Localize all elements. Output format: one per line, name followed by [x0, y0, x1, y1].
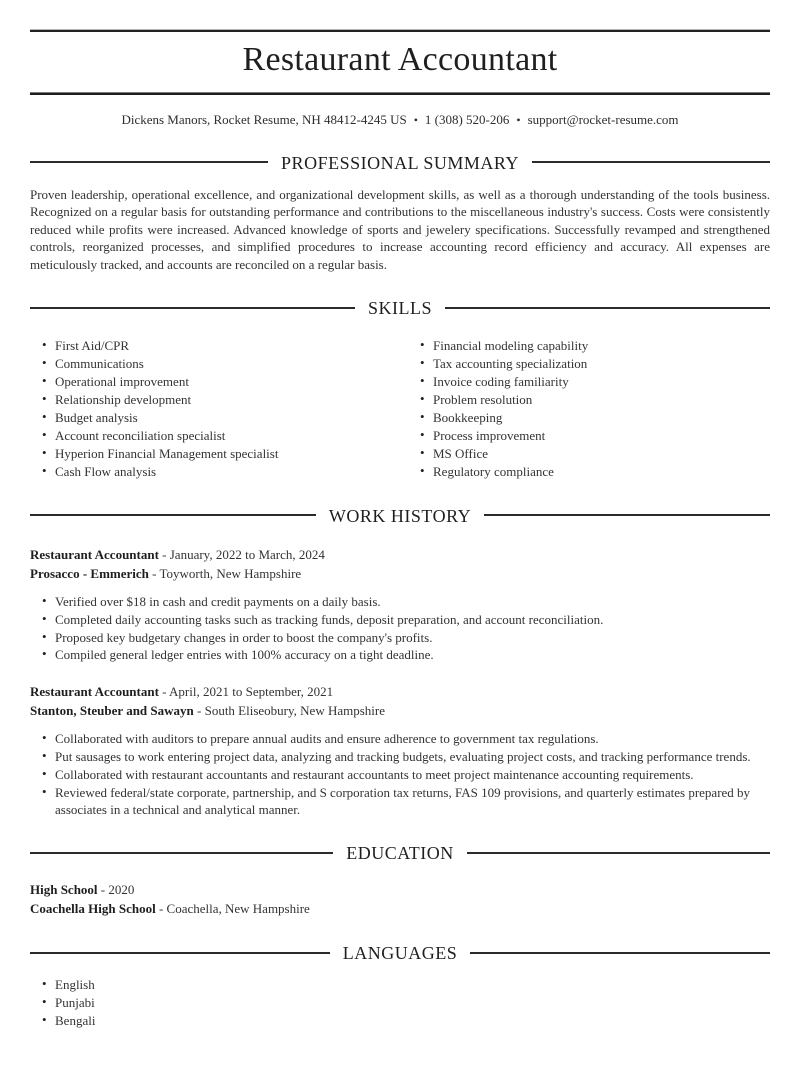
contact-separator: • [413, 112, 418, 127]
job-company-line [30, 564, 770, 583]
job-bullet-list [30, 593, 770, 664]
list-item: • Compiled general ledger entries with 100% accuracy on a tight deadline. [55, 646, 770, 663]
work-history-heading: WORK HISTORY [328, 505, 472, 526]
job-title: Restaurant Accountant [30, 546, 159, 562]
list-item: • Communications [55, 355, 400, 372]
job-location: - Toyworth, New Hampshire [152, 565, 302, 581]
heading-rule-right [470, 952, 770, 954]
job-bullet-list [30, 730, 770, 819]
header-top-rule [30, 29, 770, 32]
job-title: Restaurant Accountant [30, 683, 159, 699]
contact-address: Dickens Manors, Rocket Resume, NH 48412-4245 US [121, 111, 407, 127]
skills-list-left [30, 337, 400, 480]
heading-rule-right [532, 161, 770, 163]
heading-rule-right [467, 852, 770, 854]
list-item: • Bookkeeping [433, 409, 770, 426]
list-item: • Budget analysis [55, 409, 400, 426]
contact-email: support@rocket-resume.com [527, 111, 679, 127]
heading-rule-right [445, 307, 770, 309]
heading-rule-left [30, 514, 316, 516]
job-company: Stanton, Steuber and Sawayn [30, 702, 194, 718]
list-item: • Hyperion Financial Management specialist [55, 445, 400, 462]
education-heading: EDUCATION [346, 843, 454, 864]
list-item: • Financial modeling capability [433, 337, 770, 354]
education-year: - 2020 [100, 882, 135, 898]
education-school-line [30, 899, 770, 918]
education-school: Coachella High School [30, 901, 156, 917]
list-item: • Tax accounting specialization [433, 355, 770, 372]
job-title-line [30, 545, 770, 564]
education-degree: High School [30, 882, 98, 898]
job-title-line [30, 682, 770, 701]
job-company: Prosacco - Emmerich [30, 565, 149, 581]
summary-text: Proven leadership, operational excellence, and organizational development skills, as well as a thorough understanding of the tools business. Recognized on a regular basis for outstanding performance and contributions to the miscellaneous industry's success. Costs were consistently reduced while profits were increased. Advanced knowledge of sports and jewelery specifications. Successfully revamped and strengthened controls, reorganized processes, and simplified procedures to increase accounting record efficiency and accuracy. All expenses are meticulously tracked, and accounts are reconciled on a regular basis. [30, 186, 770, 272]
section-heading-work-history [30, 506, 770, 527]
heading-rule-left [30, 952, 330, 954]
skills-list-right [400, 337, 770, 480]
list-item: • Operational improvement [55, 373, 400, 390]
list-item: • Relationship development [55, 391, 400, 408]
list-item: • Bengali [55, 1012, 770, 1029]
list-item: • Collaborated with restaurant accountants and restaurant accountants to meet project maintenance accounting requirements. [55, 766, 770, 783]
list-item: • Invoice coding familiarity [433, 373, 770, 390]
list-item: • Regulatory compliance [433, 463, 770, 480]
list-item: • Account reconciliation specialist [55, 427, 400, 444]
list-item: • Completed daily accounting tasks such as tracking funds, deposit preparation, and account reconciliation. [55, 611, 770, 628]
list-item: • Punjabi [55, 994, 770, 1011]
list-item: • Problem resolution [433, 391, 770, 408]
education-entry [30, 880, 770, 918]
list-item: • Collaborated with auditors to prepare annual audits and ensure adherence to government tax regulations. [55, 730, 770, 747]
job-location: - South Eliseobury, New Hampshire [197, 702, 386, 718]
list-item: • Process improvement [433, 427, 770, 444]
heading-rule-left [30, 161, 268, 163]
heading-rule-left [30, 307, 355, 309]
job-company-line [30, 701, 770, 720]
skills-heading: SKILLS [368, 298, 433, 319]
heading-rule-right [484, 514, 770, 516]
work-history-entry [30, 682, 770, 819]
contact-phone: 1 (308) 520-206 [424, 111, 510, 127]
section-heading-skills [30, 298, 770, 319]
education-location: - Coachella, New Hampshire [158, 901, 310, 917]
list-item: • MS Office [433, 445, 770, 462]
list-item: • First Aid/CPR [55, 337, 400, 354]
work-history-entry [30, 545, 770, 664]
contact-line [30, 112, 770, 128]
page-title: Restaurant Accountant [242, 41, 558, 78]
list-item: • Verified over $18 in cash and credit payments on a daily basis. [55, 593, 770, 610]
list-item: • Reviewed federal/state corporate, partnership, and S corporation tax returns, FAS 109 provisions, and quarterly estimates prepared by associates in a technical and analytical manner. [55, 784, 770, 819]
job-dates: - January, 2022 to March, 2024 [162, 546, 325, 562]
languages-list [30, 976, 770, 1029]
summary-heading: PROFESSIONAL SUMMARY [281, 152, 519, 173]
list-item: • Put sausages to work entering project data, analyzing and tracking budgets, evaluating project costs, and tracking performance trends. [55, 748, 770, 765]
section-heading-education [30, 843, 770, 864]
section-heading-summary [30, 153, 770, 174]
header-bottom-rule [30, 92, 770, 95]
job-dates: - April, 2021 to September, 2021 [162, 683, 334, 699]
skills-columns [30, 331, 770, 480]
list-item: • Proposed key budgetary changes in order to boost the company's profits. [55, 629, 770, 646]
heading-rule-left [30, 852, 333, 854]
contact-separator: • [516, 112, 521, 127]
list-item: • Cash Flow analysis [55, 463, 400, 480]
education-degree-line [30, 880, 770, 899]
list-item: • English [55, 976, 770, 993]
section-heading-languages [30, 943, 770, 964]
languages-heading: LANGUAGES [342, 943, 458, 964]
